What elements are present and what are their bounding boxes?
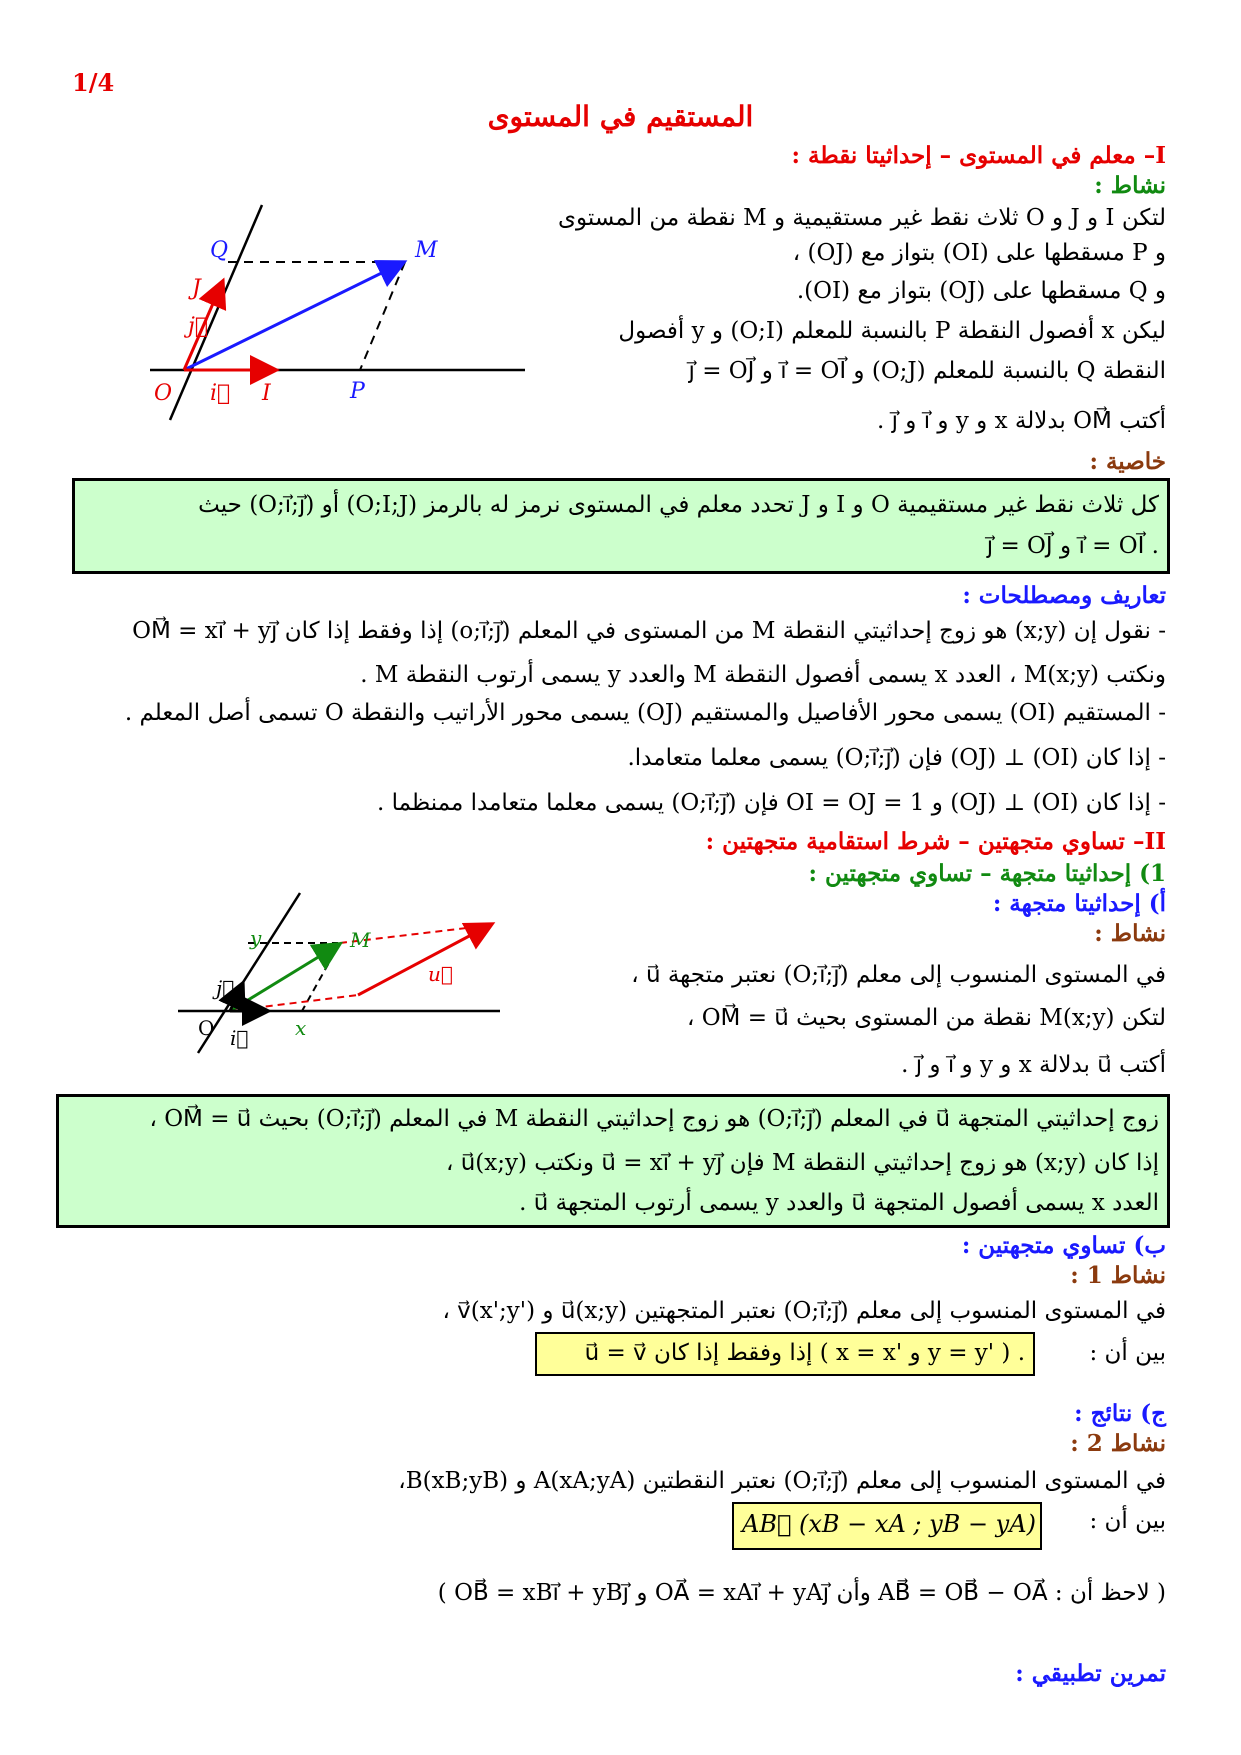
page-title: المستقيم في المستوى [487, 100, 754, 133]
subsection-heading: ج) نتائج : [1074, 1400, 1166, 1427]
section2-line: في المستوى المنسوب إلى معلم (O;i⃗;j⃗) نعتبر متجهة u⃗ ، [631, 962, 1166, 988]
page-number: 1/4 [72, 68, 115, 97]
show-label: بين أن : [1089, 1340, 1166, 1366]
section1-line: لتكن I و J و O ثلاث نقط غير مستقيمية و M نقطة من المستوى [558, 205, 1166, 231]
note-line: ( لاحظ أن : AB⃗ = OB⃗ − OA⃗ وأن OA⃗ = xAi⃗ + yAj⃗ و OB⃗ = xBi⃗ + yBj⃗ ) [437, 1580, 1166, 1606]
section2-line: أكتب u⃗ بدلالة x و y و i⃗ و j⃗ . [901, 1052, 1166, 1078]
box-line: زوج إحداثيتي المتجهة u⃗ في المعلم (O;i⃗;j⃗) هو زوج إحداثيتي النقطة M في المعلم (O;i⃗;j⃗) بحيث OM⃗ = u⃗ ، [149, 1106, 1159, 1132]
figure-label-I: I [262, 381, 271, 406]
figure-label-x: x [295, 1016, 307, 1040]
show-label: بين أن : [1089, 1508, 1166, 1534]
equality-text: u⃗ = v⃗ إذا وفقط إذا كان ( x = x' و y = y' ) . [584, 1340, 1025, 1366]
definitions-heading: تعاريف ومصطلحات : [962, 582, 1166, 609]
subsection-heading: 1) إحداثيتا متجهة – تساوي متجهتين : [808, 860, 1166, 887]
figure-label-M: M [415, 238, 438, 263]
box-line: العدد x يسمى أفصول المتجهة u⃗ والعدد y يسمى أرتوب المتجهة u⃗ . [519, 1190, 1159, 1216]
section1-line: ليكن x أفصول النقطة P بالنسبة للمعلم (O;I) و y أفصول [618, 318, 1166, 344]
property-line: . i⃗ = OI⃗ و j⃗ = OJ⃗ [986, 533, 1159, 559]
activity-label: نشاط 2 : [1070, 1430, 1166, 1457]
figure-label-O: O [154, 381, 173, 406]
definition-line: - نقول إن (x;y) هو زوج إحداثيتي النقطة M من المستوى في المعلم (o;i⃗;j⃗) إذا وفقط إذا كان OM⃗ = xi⃗ + yj⃗ [132, 618, 1166, 644]
section1-line: و Q مسقطها على (OJ) بتواز مع (OI). [796, 278, 1166, 304]
figure-label-j: j⃗ [188, 314, 209, 339]
activity-label: نشاط : [1094, 172, 1166, 199]
figure-label-i: i⃗ [210, 381, 231, 406]
figure-label-Q: Q [210, 238, 229, 263]
figure-label-u: u⃗ [428, 962, 453, 986]
definition-line: - المستقيم (OI) يسمى محور الأفاصيل والمستقيم (OJ) يسمى محور الأراتيب والنقطة O تسمى أصل المعلم . [124, 700, 1166, 726]
subsection-heading: أ) إحداثيتا متجهة : [992, 890, 1166, 917]
box-line: إذا كان (x;y) هو زوج إحداثيتي النقطة M فإن u⃗ = xi⃗ + yj⃗ ونكتب u⃗(x;y) ، [445, 1150, 1159, 1176]
figure-frame [140, 195, 540, 425]
figure-label-y: y [250, 926, 262, 950]
figure-frame [170, 885, 510, 1055]
section2-heading: II– تساوي متجهتين – شرط استقامية متجهتين : [705, 828, 1166, 855]
figure-label-i: i⃗ [230, 1026, 249, 1050]
definition-line: - إذا كان (OI) ⊥ (OJ) و OI = OJ = 1 فإن (O;i⃗;j⃗) يسمى معلما متعامدا ممنظما . [376, 790, 1166, 816]
section1-line: و P مسقطها على (OI) بتواز مع (OJ) ، [792, 240, 1166, 266]
figure-label-M: M [350, 928, 371, 952]
exercise-label: تمرين تطبيقي : [1015, 1660, 1166, 1687]
activity-line: في المستوى المنسوب إلى معلم (O;i⃗;j⃗) نعتبر النقطتين A(xA;yA) و B(xB;yB)، [398, 1468, 1166, 1494]
figure-label-j: j⃗ [216, 976, 235, 1000]
section2-line: لتكن M(x;y) نقطة من المستوى بحيث OM⃗ = u⃗ ، [686, 1005, 1166, 1031]
property-line: كل ثلاث نقط غير مستقيمية O و I و J تحدد معلم في المستوى نرمز له بالرمز (O;I;J) أو (O;i⃗;j⃗) حيث [198, 492, 1159, 518]
figure-label-O: O [198, 1016, 215, 1040]
figure-label-J: J [192, 276, 201, 301]
figure-label-P: P [350, 379, 365, 404]
section1-heading: I– معلم في المستوى – إحداثيتا نقطة : [791, 142, 1166, 169]
property-label: خاصية : [1089, 448, 1166, 475]
definition-line: ونكتب M(x;y) ، العدد x يسمى أفصول النقطة M والعدد y يسمى أرتوب النقطة M . [360, 662, 1166, 688]
activity-label: نشاط : [1094, 920, 1166, 947]
section1-line: أكتب OM⃗ بدلالة x و y و i⃗ و j⃗ . [876, 408, 1166, 434]
ab-text: AB⃗ (xB − xA ; yB − yA) [742, 1510, 1036, 1538]
activity-label: نشاط 1 : [1070, 1262, 1166, 1289]
definition-line: - إذا كان (OI) ⊥ (OJ) فإن (O;i⃗;j⃗) يسمى معلما متعامدا. [627, 745, 1166, 771]
section1-line: النقطة Q بالنسبة للمعلم (O;J) و i⃗ = OI⃗ و j⃗ = OJ⃗ [688, 358, 1166, 384]
subsection-heading: ب) تساوي متجهتين : [961, 1232, 1166, 1259]
activity-line: في المستوى المنسوب إلى معلم (O;i⃗;j⃗) نعتبر المتجهتين u⃗(x;y) و v⃗(x';y') ، [442, 1298, 1166, 1324]
